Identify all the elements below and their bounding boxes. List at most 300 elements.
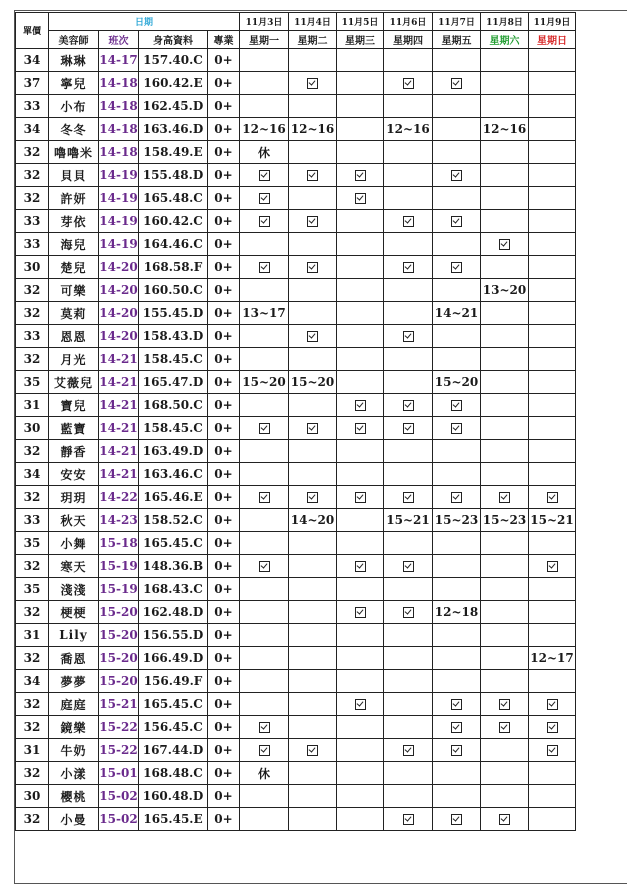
price-cell: 32 xyxy=(16,762,49,785)
body-info-cell: 163.46.C xyxy=(139,463,208,486)
specialty-cell: 0+ xyxy=(208,440,240,463)
day-cell-empty xyxy=(337,624,384,647)
schedule-table xyxy=(15,12,576,831)
specialty-cell: 0+ xyxy=(208,256,240,279)
class-cell: 14-21 xyxy=(99,394,139,417)
day-cell-empty xyxy=(289,279,337,302)
specialty-cell: 0+ xyxy=(208,141,240,164)
table-row xyxy=(16,210,576,233)
day-cell-text: 14~21 xyxy=(433,302,481,325)
day-cell-text: 12~16 xyxy=(481,118,529,141)
specialty-cell: 0+ xyxy=(208,164,240,187)
price-cell: 33 xyxy=(16,325,49,348)
weekday-header: 星期五 xyxy=(433,31,481,49)
beautician-name-cell: 小舞 xyxy=(49,532,99,555)
checkbox-checked-icon xyxy=(451,745,462,756)
beautician-header: 美容師 xyxy=(49,31,99,49)
day-cell-empty xyxy=(240,49,289,72)
specialty-cell: 0+ xyxy=(208,670,240,693)
day-cell-empty xyxy=(529,49,576,72)
class-cell: 14-17 xyxy=(99,49,139,72)
checkbox-checked-icon xyxy=(355,193,366,204)
price-cell: 34 xyxy=(16,118,49,141)
price-cell: 34 xyxy=(16,463,49,486)
day-cell-empty xyxy=(481,95,529,118)
body-info-cell: 168.43.C xyxy=(139,578,208,601)
day-cell-empty xyxy=(529,670,576,693)
day-cell-empty xyxy=(289,95,337,118)
body-info-cell: 148.36.B xyxy=(139,555,208,578)
day-cell-empty xyxy=(433,440,481,463)
day-cell-checked xyxy=(337,601,384,624)
date-header: 11月6日 xyxy=(384,13,433,31)
day-cell-empty xyxy=(384,279,433,302)
checkbox-checked-icon xyxy=(307,78,318,89)
day-cell-checked xyxy=(384,325,433,348)
date-header: 11月8日 xyxy=(481,13,529,31)
day-cell-text: 12~16 xyxy=(289,118,337,141)
day-cell-checked xyxy=(240,739,289,762)
day-cell-empty xyxy=(384,187,433,210)
day-cell-empty xyxy=(289,716,337,739)
day-cell-empty xyxy=(240,624,289,647)
day-cell-empty xyxy=(433,762,481,785)
checkbox-checked-icon xyxy=(259,423,270,434)
day-cell-text: 休 xyxy=(240,762,289,785)
weekday-header: 星期一 xyxy=(240,31,289,49)
body-info-cell: 163.46.D xyxy=(139,118,208,141)
price-cell: 33 xyxy=(16,509,49,532)
day-cell-text: 休 xyxy=(240,141,289,164)
body-info-cell: 168.50.C xyxy=(139,394,208,417)
day-cell-empty xyxy=(289,233,337,256)
day-cell-empty xyxy=(529,302,576,325)
day-cell-checked xyxy=(384,739,433,762)
day-cell-empty xyxy=(337,762,384,785)
day-cell-empty xyxy=(240,233,289,256)
day-cell-empty xyxy=(337,716,384,739)
body-info-cell: 158.49.E xyxy=(139,141,208,164)
day-cell-empty xyxy=(529,394,576,417)
beautician-name-cell: 小漾 xyxy=(49,762,99,785)
day-cell-empty xyxy=(384,141,433,164)
checkbox-checked-icon xyxy=(403,331,414,342)
beautician-name-cell: 海兒 xyxy=(49,233,99,256)
day-cell-checked xyxy=(433,72,481,95)
specialty-cell: 0+ xyxy=(208,486,240,509)
day-cell-empty xyxy=(337,463,384,486)
day-cell-empty xyxy=(529,417,576,440)
table-row xyxy=(16,72,576,95)
day-cell-checked xyxy=(240,716,289,739)
checkbox-checked-icon xyxy=(451,722,462,733)
checkbox-checked-icon xyxy=(499,239,510,250)
day-cell-text: 15~23 xyxy=(481,509,529,532)
specialty-cell: 0+ xyxy=(208,72,240,95)
day-cell-checked xyxy=(289,739,337,762)
day-cell-empty xyxy=(289,693,337,716)
day-cell-text: 15~20 xyxy=(240,371,289,394)
class-cell: 14-19 xyxy=(99,210,139,233)
day-cell-empty xyxy=(529,463,576,486)
price-cell: 35 xyxy=(16,371,49,394)
day-cell-empty xyxy=(529,72,576,95)
checkbox-checked-icon xyxy=(307,423,318,434)
beautician-name-cell: 寶兒 xyxy=(49,394,99,417)
class-cell: 15-20 xyxy=(99,601,139,624)
table-row xyxy=(16,486,576,509)
day-cell-empty xyxy=(384,95,433,118)
specialty-cell: 0+ xyxy=(208,371,240,394)
beautician-name-cell: 喬恩 xyxy=(49,647,99,670)
body-info-cell: 155.45.D xyxy=(139,302,208,325)
day-cell-checked xyxy=(289,256,337,279)
table-row xyxy=(16,279,576,302)
day-cell-empty xyxy=(384,624,433,647)
checkbox-checked-icon xyxy=(403,78,414,89)
checkbox-checked-icon xyxy=(355,400,366,411)
day-cell-empty xyxy=(529,164,576,187)
day-cell-empty xyxy=(289,785,337,808)
beautician-name-cell: 貝貝 xyxy=(49,164,99,187)
day-cell-checked xyxy=(529,693,576,716)
day-cell-checked xyxy=(337,417,384,440)
day-cell-empty xyxy=(384,693,433,716)
price-cell: 32 xyxy=(16,164,49,187)
day-cell-empty xyxy=(289,187,337,210)
specialty-cell: 0+ xyxy=(208,394,240,417)
class-cell: 14-18 xyxy=(99,72,139,95)
day-cell-empty xyxy=(289,670,337,693)
day-cell-empty xyxy=(529,808,576,831)
day-cell-empty xyxy=(337,578,384,601)
day-cell-checked xyxy=(337,394,384,417)
checkbox-checked-icon xyxy=(259,745,270,756)
day-cell-empty xyxy=(433,532,481,555)
day-cell-checked xyxy=(240,210,289,233)
day-cell-checked xyxy=(481,716,529,739)
day-cell-empty xyxy=(384,532,433,555)
day-cell-empty xyxy=(289,624,337,647)
class-cell: 14-22 xyxy=(99,486,139,509)
day-cell-empty xyxy=(384,647,433,670)
price-cell: 33 xyxy=(16,233,49,256)
day-cell-empty xyxy=(529,348,576,371)
day-cell-empty xyxy=(289,302,337,325)
table-row xyxy=(16,256,576,279)
table-row xyxy=(16,785,576,808)
day-cell-empty xyxy=(337,371,384,394)
body-info-cell: 160.48.D xyxy=(139,785,208,808)
day-cell-empty xyxy=(337,325,384,348)
day-cell-text: 12~18 xyxy=(433,601,481,624)
specialty-cell: 0+ xyxy=(208,463,240,486)
checkbox-checked-icon xyxy=(451,423,462,434)
checkbox-checked-icon xyxy=(403,492,414,503)
day-cell-empty xyxy=(337,670,384,693)
body-info-cell: 158.52.C xyxy=(139,509,208,532)
checkbox-checked-icon xyxy=(403,607,414,618)
day-cell-checked xyxy=(433,486,481,509)
day-cell-empty xyxy=(529,95,576,118)
beautician-name-cell: 許妍 xyxy=(49,187,99,210)
day-cell-text: 15~21 xyxy=(384,509,433,532)
class-cell: 14-19 xyxy=(99,164,139,187)
day-cell-empty xyxy=(240,95,289,118)
day-cell-empty xyxy=(289,394,337,417)
specialty-cell: 0+ xyxy=(208,302,240,325)
day-cell-empty xyxy=(481,578,529,601)
beautician-name-cell: 寧兒 xyxy=(49,72,99,95)
day-cell-empty xyxy=(481,440,529,463)
day-cell-empty xyxy=(481,532,529,555)
specialty-cell: 0+ xyxy=(208,739,240,762)
price-cell: 37 xyxy=(16,72,49,95)
day-cell-empty xyxy=(433,279,481,302)
checkbox-checked-icon xyxy=(403,745,414,756)
price-cell: 32 xyxy=(16,716,49,739)
day-cell-empty xyxy=(433,187,481,210)
weekday-header-saturday: 星期六 xyxy=(481,31,529,49)
table-row xyxy=(16,302,576,325)
checkbox-checked-icon xyxy=(547,745,558,756)
day-cell-empty xyxy=(240,440,289,463)
day-cell-empty xyxy=(289,440,337,463)
beautician-name-cell: 莫莉 xyxy=(49,302,99,325)
day-cell-empty xyxy=(481,555,529,578)
day-cell-empty xyxy=(481,72,529,95)
table-row xyxy=(16,555,576,578)
day-cell-text: 15~23 xyxy=(433,509,481,532)
checkbox-checked-icon xyxy=(451,814,462,825)
day-cell-empty xyxy=(240,647,289,670)
day-cell-empty xyxy=(433,670,481,693)
day-cell-empty xyxy=(529,210,576,233)
specialty-cell: 0+ xyxy=(208,555,240,578)
checkbox-checked-icon xyxy=(355,561,366,572)
table-row xyxy=(16,440,576,463)
day-cell-empty xyxy=(240,693,289,716)
checkbox-checked-icon xyxy=(403,400,414,411)
day-cell-empty xyxy=(384,463,433,486)
day-cell-empty xyxy=(481,394,529,417)
specialty-cell: 0+ xyxy=(208,762,240,785)
table-row xyxy=(16,118,576,141)
day-cell-checked xyxy=(529,555,576,578)
body-info-cell: 158.45.C xyxy=(139,348,208,371)
price-cell: 33 xyxy=(16,95,49,118)
price-cell: 32 xyxy=(16,647,49,670)
price-cell: 32 xyxy=(16,302,49,325)
specialty-cell: 0+ xyxy=(208,187,240,210)
day-cell-empty xyxy=(433,348,481,371)
day-cell-empty xyxy=(289,647,337,670)
checkbox-checked-icon xyxy=(451,400,462,411)
price-cell: 30 xyxy=(16,785,49,808)
day-cell-empty xyxy=(240,532,289,555)
price-cell: 31 xyxy=(16,624,49,647)
body-info-cell: 165.45.E xyxy=(139,808,208,831)
day-cell-empty xyxy=(481,164,529,187)
day-cell-checked xyxy=(337,693,384,716)
day-cell-empty xyxy=(384,49,433,72)
checkbox-checked-icon xyxy=(355,170,366,181)
checkbox-checked-icon xyxy=(403,216,414,227)
day-cell-empty xyxy=(289,555,337,578)
day-cell-empty xyxy=(289,532,337,555)
day-cell-empty xyxy=(337,509,384,532)
beautician-name-cell: 可樂 xyxy=(49,279,99,302)
checkbox-checked-icon xyxy=(499,699,510,710)
day-cell-empty xyxy=(240,578,289,601)
day-cell-empty xyxy=(529,187,576,210)
specialty-cell: 0+ xyxy=(208,808,240,831)
specialty-cell: 0+ xyxy=(208,233,240,256)
day-cell-checked xyxy=(289,417,337,440)
body-info-cell: 165.45.C xyxy=(139,532,208,555)
body-info-cell: 168.48.C xyxy=(139,762,208,785)
class-cell: 14-21 xyxy=(99,348,139,371)
class-cell: 14-18 xyxy=(99,95,139,118)
class-cell: 15-19 xyxy=(99,578,139,601)
day-cell-empty xyxy=(481,739,529,762)
day-cell-checked xyxy=(433,693,481,716)
checkbox-checked-icon xyxy=(307,331,318,342)
day-cell-empty xyxy=(337,141,384,164)
class-cell: 15-21 xyxy=(99,693,139,716)
day-cell-empty xyxy=(433,325,481,348)
price-cell: 32 xyxy=(16,440,49,463)
table-row xyxy=(16,624,576,647)
specialty-cell: 0+ xyxy=(208,95,240,118)
table-row xyxy=(16,601,576,624)
table-row xyxy=(16,716,576,739)
class-cell: 15-22 xyxy=(99,739,139,762)
day-cell-empty xyxy=(433,233,481,256)
price-cell: 34 xyxy=(16,670,49,693)
day-cell-checked xyxy=(289,164,337,187)
body-info-cell: 156.49.F xyxy=(139,670,208,693)
body-info-cell: 160.50.C xyxy=(139,279,208,302)
table-row xyxy=(16,164,576,187)
date-title-header: 日期 xyxy=(49,13,240,31)
day-cell-empty xyxy=(384,670,433,693)
price-cell: 32 xyxy=(16,601,49,624)
day-cell-empty xyxy=(433,95,481,118)
day-cell-empty xyxy=(289,601,337,624)
body-info-cell: 165.48.C xyxy=(139,187,208,210)
day-cell-empty xyxy=(289,808,337,831)
class-cell: 14-19 xyxy=(99,187,139,210)
beautician-name-cell: 櫻桃 xyxy=(49,785,99,808)
day-cell-empty xyxy=(384,578,433,601)
day-cell-text: 12~16 xyxy=(384,118,433,141)
beautician-name-cell: 冬冬 xyxy=(49,118,99,141)
checkbox-checked-icon xyxy=(499,722,510,733)
day-cell-empty xyxy=(433,118,481,141)
day-cell-empty xyxy=(481,670,529,693)
table-row xyxy=(16,394,576,417)
day-cell-empty xyxy=(384,440,433,463)
day-cell-empty xyxy=(384,164,433,187)
checkbox-checked-icon xyxy=(259,492,270,503)
day-cell-checked xyxy=(337,187,384,210)
day-cell-empty xyxy=(481,49,529,72)
day-cell-empty xyxy=(433,647,481,670)
day-cell-checked xyxy=(384,555,433,578)
day-cell-empty xyxy=(481,187,529,210)
day-cell-checked xyxy=(529,486,576,509)
day-cell-empty xyxy=(240,670,289,693)
day-cell-empty xyxy=(433,49,481,72)
day-cell-checked xyxy=(337,555,384,578)
table-row xyxy=(16,348,576,371)
checkbox-checked-icon xyxy=(259,170,270,181)
table-row xyxy=(16,187,576,210)
day-cell-empty xyxy=(384,233,433,256)
table-row xyxy=(16,417,576,440)
price-cell: 32 xyxy=(16,693,49,716)
class-header: 班次 xyxy=(99,31,139,49)
beautician-name-cell: 梗梗 xyxy=(49,601,99,624)
day-cell-empty xyxy=(337,302,384,325)
day-cell-checked xyxy=(529,739,576,762)
checkbox-checked-icon xyxy=(355,492,366,503)
body-info-cell: 157.40.C xyxy=(139,49,208,72)
table-row xyxy=(16,670,576,693)
date-header: 11月7日 xyxy=(433,13,481,31)
weekday-header: 星期二 xyxy=(289,31,337,49)
day-cell-empty xyxy=(240,808,289,831)
weekday-header-sunday: 星期日 xyxy=(529,31,576,49)
day-cell-empty xyxy=(433,555,481,578)
day-cell-text: 14~20 xyxy=(289,509,337,532)
specialty-cell: 0+ xyxy=(208,647,240,670)
day-cell-empty xyxy=(529,279,576,302)
day-cell-empty xyxy=(384,762,433,785)
day-cell-empty xyxy=(529,624,576,647)
checkbox-checked-icon xyxy=(451,78,462,89)
day-cell-checked xyxy=(433,394,481,417)
beautician-name-cell: 恩恩 xyxy=(49,325,99,348)
day-cell-checked xyxy=(240,417,289,440)
checkbox-checked-icon xyxy=(259,216,270,227)
day-cell-checked xyxy=(384,601,433,624)
class-cell: 14-21 xyxy=(99,440,139,463)
day-cell-checked xyxy=(433,808,481,831)
day-cell-checked xyxy=(337,486,384,509)
day-cell-empty xyxy=(240,279,289,302)
day-cell-checked xyxy=(433,739,481,762)
body-info-cell: 155.48.D xyxy=(139,164,208,187)
body-info-cell: 162.45.D xyxy=(139,95,208,118)
specialty-cell: 0+ xyxy=(208,532,240,555)
day-cell-checked xyxy=(384,256,433,279)
body-info-cell: 156.45.C xyxy=(139,716,208,739)
table-row xyxy=(16,233,576,256)
checkbox-checked-icon xyxy=(403,423,414,434)
day-cell-empty xyxy=(481,417,529,440)
day-cell-text: 15~20 xyxy=(289,371,337,394)
day-cell-empty xyxy=(529,141,576,164)
checkbox-checked-icon xyxy=(355,607,366,618)
day-cell-empty xyxy=(384,371,433,394)
body-info-cell: 165.45.C xyxy=(139,693,208,716)
specialty-cell: 0+ xyxy=(208,716,240,739)
day-cell-empty xyxy=(289,141,337,164)
day-cell-empty xyxy=(481,302,529,325)
checkbox-checked-icon xyxy=(451,216,462,227)
